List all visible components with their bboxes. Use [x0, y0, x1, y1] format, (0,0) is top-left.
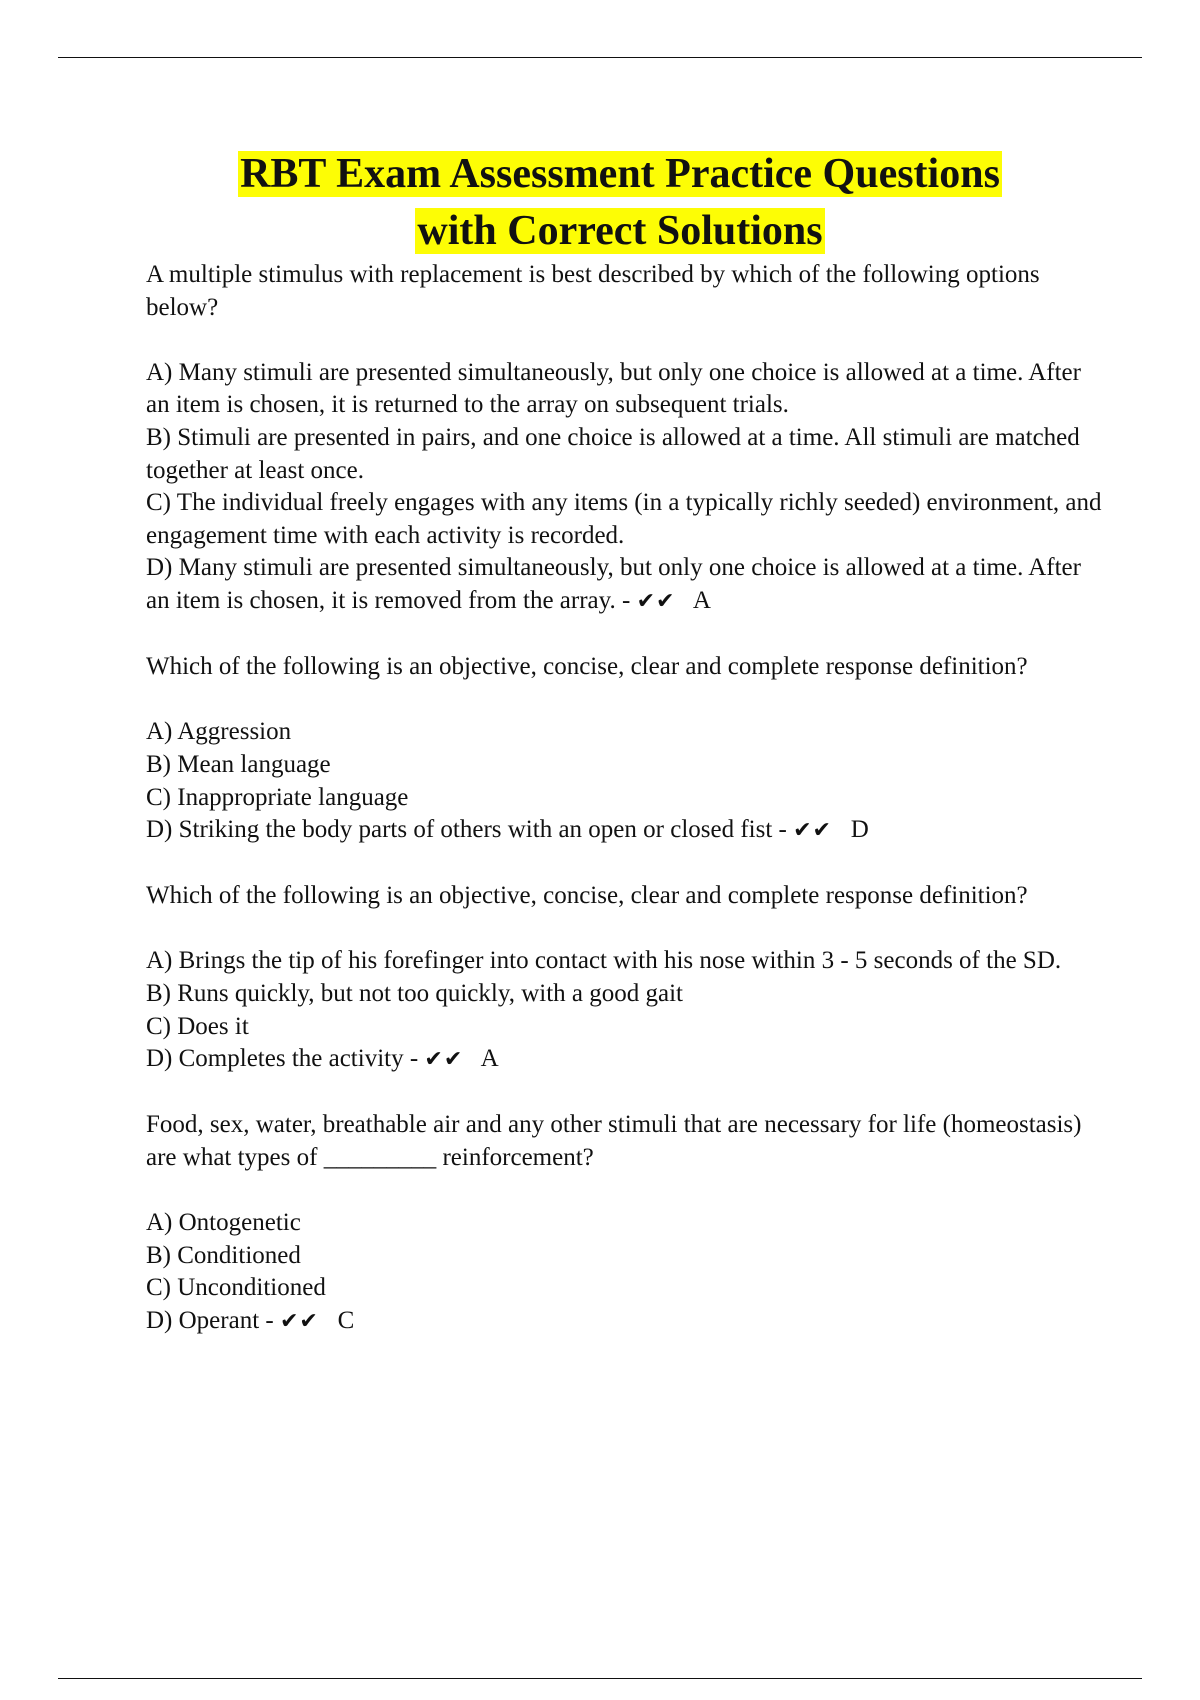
- correct-answer: A: [692, 586, 711, 614]
- question-block: [146, 651, 1106, 848]
- answer-gap: [832, 816, 851, 843]
- double-check-icon: ✔✔: [636, 588, 676, 614]
- double-check-icon: ✔✔: [424, 1047, 464, 1073]
- correct-answer: A: [480, 1045, 499, 1073]
- option-text: A) Many stimuli are presented simultaneously, but only one choice is allowed at a time. After an item is chosen, it is returned to the array on subsequent trials.: [146, 358, 1081, 419]
- option-text: C) Inappropriate language: [146, 783, 409, 811]
- title-line-1: RBT Exam Assessment Practice Questions: [240, 151, 1000, 197]
- answer-gap: [319, 1307, 338, 1334]
- answer-option: [146, 978, 1106, 1011]
- answer-option: [146, 1207, 1106, 1240]
- answer-option: [146, 1043, 1106, 1077]
- question-text: A multiple stimulus with replacement is best described by which of the following options below?: [146, 261, 1040, 321]
- question-block: [146, 880, 1106, 1077]
- correct-answer: C: [337, 1307, 355, 1334]
- question-text: Which of the following is an objective, concise, clear and complete response definition?: [146, 653, 1028, 681]
- answer-option: [146, 716, 1106, 749]
- answer-option: [146, 422, 1106, 487]
- option-text: C) Does it: [146, 1012, 249, 1040]
- option-text: D) Completes the activity: [146, 1045, 404, 1073]
- option-text: B) Conditioned: [146, 1241, 301, 1269]
- double-check-icon: ✔✔: [793, 818, 832, 844]
- answer-option: [146, 552, 1106, 618]
- question-block: [146, 1109, 1106, 1338]
- header-rule: [58, 57, 1142, 58]
- correct-answer: D: [850, 816, 869, 844]
- title-line-2: with Correct Solutions: [417, 208, 823, 254]
- option-text: C) The individual freely engages with any items (in a typically richly seeded) environment, and engagement time with each activity is recorded.: [146, 489, 1102, 549]
- answer-option: [146, 487, 1106, 552]
- answer-separator: -: [615, 586, 637, 614]
- answer-gap: [463, 1045, 480, 1072]
- option-text: C) Unconditioned: [146, 1274, 326, 1302]
- answer-option: [146, 814, 1106, 848]
- answer-separator: -: [259, 1307, 280, 1334]
- option-text: B) Mean language: [146, 750, 331, 778]
- footer-rule: [58, 1678, 1142, 1679]
- answer-option: [146, 1011, 1106, 1044]
- option-text: D) Striking the body parts of others with an open or closed fist: [146, 816, 773, 844]
- answer-option: [146, 1305, 1106, 1339]
- answer-separator: -: [403, 1045, 425, 1073]
- option-text: A) Aggression: [146, 718, 292, 746]
- option-text: A) Brings the tip of his forefinger into contact with his nose within 3 - 5 seconds of the SD.: [146, 947, 1062, 975]
- question-list: [146, 259, 1106, 1339]
- option-text: A) Ontogenetic: [146, 1209, 301, 1237]
- answer-gap: [675, 587, 692, 614]
- double-check-icon: ✔✔: [279, 1309, 319, 1334]
- answer-option: [146, 357, 1106, 422]
- question-text: Food, sex, water, breathable air and any other stimuli that are necessary for life (homeostasis) are what types of _________ reinforcement?: [146, 1111, 1082, 1172]
- option-text: D) Operant: [146, 1307, 260, 1334]
- question-text: Which of the following is an objective, concise, clear and complete response definition?: [146, 882, 1028, 910]
- option-text: D) Many stimuli are presented simultaneously, but only one choice is allowed at a time. After an item is chosen, it is removed from the array.: [146, 554, 1081, 614]
- answer-option: [146, 782, 1106, 815]
- document-title: [0, 146, 1200, 260]
- answer-option: [146, 1272, 1106, 1305]
- question-block: [146, 259, 1106, 619]
- option-text: B) Runs quickly, but not too quickly, with a good gait: [146, 980, 683, 1008]
- option-text: B) Stimuli are presented in pairs, and one choice is allowed at a time. All stimuli are matched together at least once.: [146, 423, 1080, 484]
- answer-separator: -: [772, 816, 794, 844]
- answer-option: [146, 749, 1106, 782]
- answer-option: [146, 945, 1106, 978]
- answer-option: [146, 1240, 1106, 1273]
